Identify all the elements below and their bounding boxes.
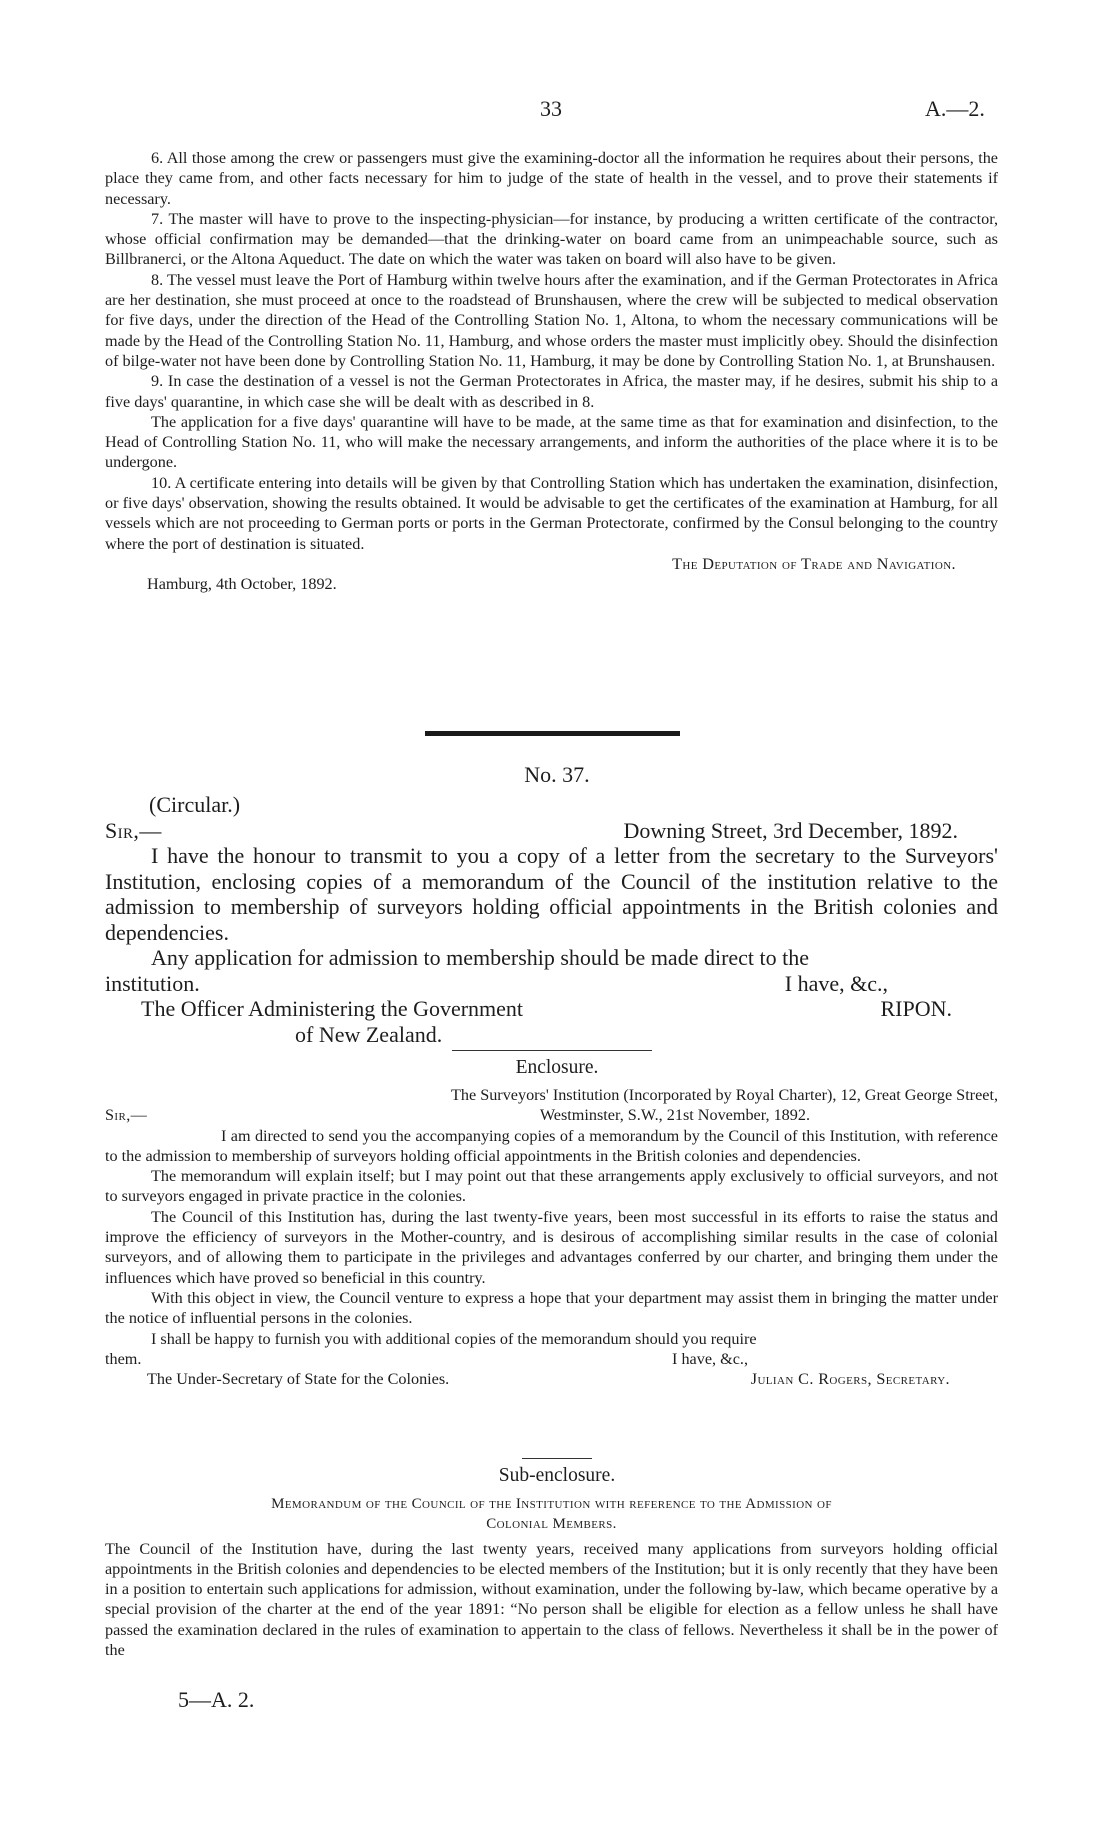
memorandum-paragraph-1: The Council of the Institution have, during the last twenty years, received many applications from surveyors holding official appointments in the British colonies and dependencies to be elected members of the Institution; but it is only recently that they have been in a position to entertain such applications for admission, without examination, under the following by-law, which became operative by a special provision of the charter at the end of the year 1891: “No person shall be eligible for election as a fellow unless he shall have passed the examination declared in the rules of examination to appertain to the class of fellows. Nevertheless it shall be in the power of the [105, 1539, 998, 1660]
enclosure-address-2: Westminster, S.W., 21st November, 1892. [539, 1106, 810, 1125]
letter-recipient-line-2: of New Zealand. [295, 1021, 443, 1047]
letter-salutation: Sir,— [105, 817, 162, 843]
subenclosure-memorandum [105, 1494, 998, 1660]
enclosure-paragraph-1: I am directed to send you the accompanying copies of a memorandum by the Council of this Institution, with reference to the admission to membership of surveyors holding official appointments in the British colonies and dependencies. [105, 1126, 998, 1165]
enclosure-closing: I have, &c., [672, 1349, 748, 1368]
regulation-9-application: The application for a five days' quarantine will have to be made, at the same time as that for examination and disinfection, to the Head of Controlling Station No. 11, who will make the necessary arrangements, and inform the authorities of the place where it is to be undergone. [105, 412, 998, 472]
regulation-9: 9. In case the destination of a vessel is not the German Protectorates in Africa, the master may, if he desires, submit his ship to a five days' quarantine, in which case she will be dealt with as described in 8. [105, 372, 998, 411]
enclosure-closing-row [105, 1349, 998, 1369]
enclosure-signature: Julian C. Rogers, Secretary. [750, 1370, 950, 1389]
signature-mark: 5—A. 2. [178, 1687, 255, 1712]
memorandum-title-line-1: Memorandum of the Council of the Institution with reference to the Admission of [271, 1496, 832, 1512]
salutation-row [105, 818, 998, 844]
letter-number: No. 37. [524, 762, 590, 787]
letter-signature: RIPON. [880, 996, 952, 1021]
letter-recipient: The Officer Administering the Government [141, 996, 524, 1021]
circular-label: (Circular.) [149, 792, 241, 817]
enclosure-paragraph-5-end: them. [105, 1349, 142, 1368]
regulation-6: 6. All those among the crew or passengers must give the examining-doctor all the information he requires about their persons, the place they came from, and other facts necessary for him to judge of the state of health in the vessel, and to prove their statements if necessary. [105, 149, 998, 208]
enclosure-paragraph-4: With this object in view, the Council venture to express a hope that your department may assist them in bringing the matter under the notice of influential persons in the colonies. [105, 1288, 998, 1328]
enclosure-paragraph-3: The Council of this Institution has, during the last twenty-five years, been most successful in its efforts to raise the status and improve the efficiency of surveyors in the Mother-country, and is desirous of accomplishing similar results in the case of colonial surveyors, and of allowing them to participate in the privileges and advantages conferred by our charter, and bringing them under the influences which have proved so beneficial in this country. [105, 1207, 998, 1287]
letter-paragraph-1: I have the honour to transmit to you a copy of a letter from the secretary to the Surveyors' Institution, enclosing copies of a memorandum of the Council of the institution relative to the admission to membership of surveyors holding official appointments in the British colonies and dependencies. [105, 843, 998, 945]
enclosure-paragraph-2: The memorandum will explain itself; but I may point out that these arrangements apply exclusively to official surveyors, and not to surveyors engaged in private practice in the colonies. [105, 1167, 998, 1206]
enclosure-paragraph-5: I shall be happy to furnish you with additional copies of the memorandum should you require [151, 1329, 757, 1348]
letter-paragraph-2: Any application for admission to membership should be made direct to the [151, 945, 810, 970]
page-number: 33 [540, 96, 562, 121]
enclosure-recipient: The Under-Secretary of State for the Colonies. [147, 1370, 450, 1389]
regulation-10: 10. A certificate entering into details will be given by that Controlling Station which has undertaken the examination, disinfection, or five days' observation, showing the results obtained. It would be advisable to get the certificates of the examination at Hamburg, for all vessels which are not proceeding to German ports or ports in the German Protectorate, confirmed by the Consul belonging to the country where the port of destination is situated. [105, 473, 998, 553]
letter-37 [105, 792, 998, 1047]
subenclosure-divider [522, 1458, 592, 1459]
regulations-section [105, 148, 998, 595]
deputation-signature: The Deputation of Trade and Navigation. [672, 554, 956, 573]
memorandum-title-line-2: Colonial Members. [486, 1516, 617, 1533]
hamburg-place-date: Hamburg, 4th October, 1892. [147, 575, 337, 594]
letter-address: Downing Street, 3rd December, 1892. [623, 817, 958, 843]
enclosure-salutation-row [105, 1105, 998, 1125]
document-reference: A.—2. [925, 96, 985, 121]
recipient-row [105, 996, 998, 1022]
letter-closing: I have, &c., [784, 970, 888, 996]
enclosure-recipient-row [105, 1369, 998, 1389]
enclosure-letter [105, 1085, 998, 1389]
section-divider [425, 731, 680, 736]
letter-paragraph-2-end: institution. [105, 970, 200, 996]
subenclosure-title: Sub-enclosure. [498, 1465, 616, 1486]
enclosure-salutation: Sir,— [105, 1106, 148, 1125]
regulation-8: 8. The vessel must leave the Port of Hamburg within twelve hours after the examination, and if the German Protectorates in Africa are her destination, she must proceed at once to the roadstead of Brunshausen, where the crew will be subjected to medical observation for five days, under the direction of the Head of the Controlling Station No. 1, Altona, to whom the necessary communications will be made by the Head of the Controlling Station No. 11, Hamburg, and whose orders the master must implicitly obey. Should the disinfection of bilge-water not have been done by Controlling Station No. 11, Hamburg, it may be done by Controlling Station No. 1, at Brunshausen. [105, 270, 998, 370]
regulation-7: 7. The master will have to prove to the inspecting-physician—for instance, by producing a written certificate of the contractor, whose official confirmation may be demanded—that the drinking-water on board came from an unimpeachable source, such as Billbranerci, or the Altona Aqueduct. The date on which the water was taken on board will also have to be given. [105, 209, 998, 269]
enclosure-address-1: The Surveyors' Institution (Incorporated by Royal Charter), 12, Great George Street, [451, 1086, 998, 1104]
enclosure-divider [452, 1050, 652, 1051]
closing-row [105, 971, 998, 997]
enclosure-title: Enclosure. [515, 1057, 599, 1078]
